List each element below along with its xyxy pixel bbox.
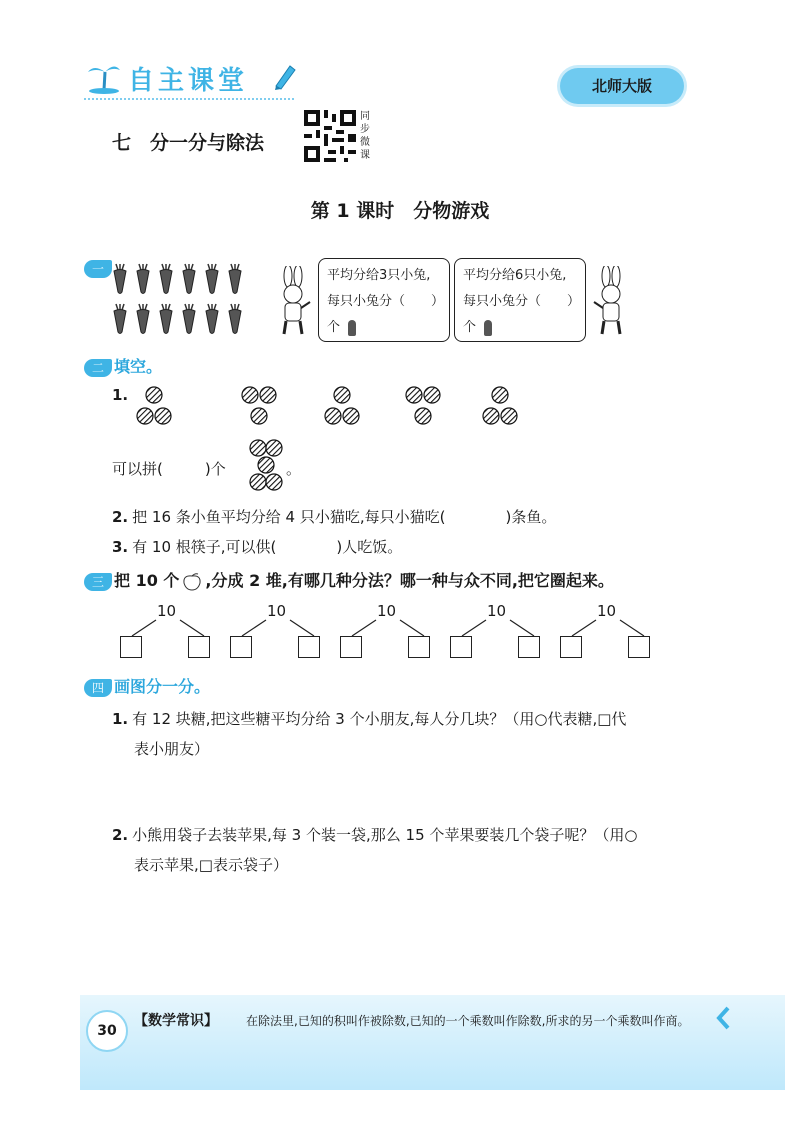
section3-heading: 三 把 10 个 ,分成 2 堆,有哪几种分法？哪一种与众不同,把它圈起来。 [84, 568, 614, 591]
speech-bubble-left [318, 258, 450, 342]
split-number-4: 10 [487, 602, 507, 620]
palm-tree-icon [86, 60, 122, 94]
answer-box[interactable] [518, 636, 540, 658]
split-number-2: 10 [267, 602, 287, 620]
qr-label: 同步微课 [360, 111, 370, 161]
split-number-1: 10 [157, 602, 177, 620]
chapter-title: 七 分一分与除法 [112, 132, 265, 154]
chevron-left-icon [716, 1006, 730, 1030]
answer-box[interactable] [298, 636, 320, 658]
q2-3: 3. 有 10 根筷子,可以供( )人吃饭。 [112, 538, 403, 556]
answer-box[interactable] [120, 636, 142, 658]
section1-badge: 一 [84, 258, 114, 278]
bubble-left-line2: 每只小兔分（ ） [327, 294, 445, 309]
brand-title: 自主课堂 [128, 66, 249, 96]
pencil-icon [272, 62, 298, 90]
math-tip-text: 在除法里,已知的积叫作被除数,已知的一个乘数叫作除数,所求的另一个乘数叫作商。 [246, 1014, 690, 1028]
edition-badge: 北师大版 [560, 68, 684, 104]
answer-box[interactable] [560, 636, 582, 658]
section2-heading: 二 填空。 [84, 354, 162, 377]
hatched-circle-groups [130, 380, 530, 430]
carrot-grid [112, 262, 248, 338]
split-lines-4 [450, 618, 546, 638]
q4-2: 2. 小熊用袋子去装苹果,每 3 个装一袋,那么 15 个苹果要装几个袋子呢？（用○ 表示苹果,□表示袋子） [112, 820, 637, 880]
q2-1-period: 。 [286, 460, 302, 478]
answer-box[interactable] [188, 636, 210, 658]
bubble-right-line1: 平均分给6只小兔, [463, 268, 567, 283]
q2-1-answer-line [112, 458, 226, 479]
speech-bubble-right [454, 258, 586, 342]
answer-box[interactable] [408, 636, 430, 658]
math-tip-tag: 【数学常识】 [134, 1013, 218, 1029]
q2-2: 2. 把 16 条小鱼平均分给 4 只小猫吃,每只小猫吃( )条鱼。 [112, 508, 557, 526]
rabbit-icon [590, 266, 630, 338]
bubble-left-line3: 个 [327, 315, 441, 341]
peach-icon [181, 573, 203, 591]
q4-2-line2: 表示苹果,□表示袋子） [134, 856, 288, 874]
q2-1-number: 1. [112, 386, 129, 404]
page-number: 30 [86, 1010, 128, 1052]
split-lines-1 [120, 618, 216, 638]
answer-box[interactable] [340, 636, 362, 658]
qr-code-icon[interactable] [304, 110, 356, 162]
q4-1-line2: 表小朋友） [134, 740, 210, 758]
q2-1-text-pre: 可以拼( [112, 460, 163, 478]
q2-1-text-post: )个 [204, 460, 226, 478]
split-number-5: 10 [597, 602, 617, 620]
bubble-right-line2: 每只小兔分（ ） [463, 294, 581, 309]
section4-heading: 四 画图分一分。 [84, 674, 210, 697]
hatched-circle-shape [244, 438, 288, 494]
split-lines-3 [340, 618, 436, 638]
answer-box[interactable] [450, 636, 472, 658]
split-lines-5 [560, 618, 656, 638]
bubble-right-line3: 个 [463, 315, 577, 341]
split-number-3: 10 [377, 602, 397, 620]
header-divider [84, 98, 294, 100]
answer-box[interactable] [230, 636, 252, 658]
bubble-left-line1: 平均分给3只小兔, [327, 268, 431, 283]
lesson-title: 第 1 课时 分物游戏 [310, 200, 490, 222]
carrot-icon [348, 320, 356, 336]
carrot-icon [484, 320, 492, 336]
split-lines-2 [230, 618, 326, 638]
rabbit-icon [274, 266, 314, 338]
q4-1: 1. 有 12 块糖,把这些糖平均分给 3 个小朋友,每人分几块？（用○代表糖,□代 表小朋友） [112, 704, 626, 764]
answer-box[interactable] [628, 636, 650, 658]
